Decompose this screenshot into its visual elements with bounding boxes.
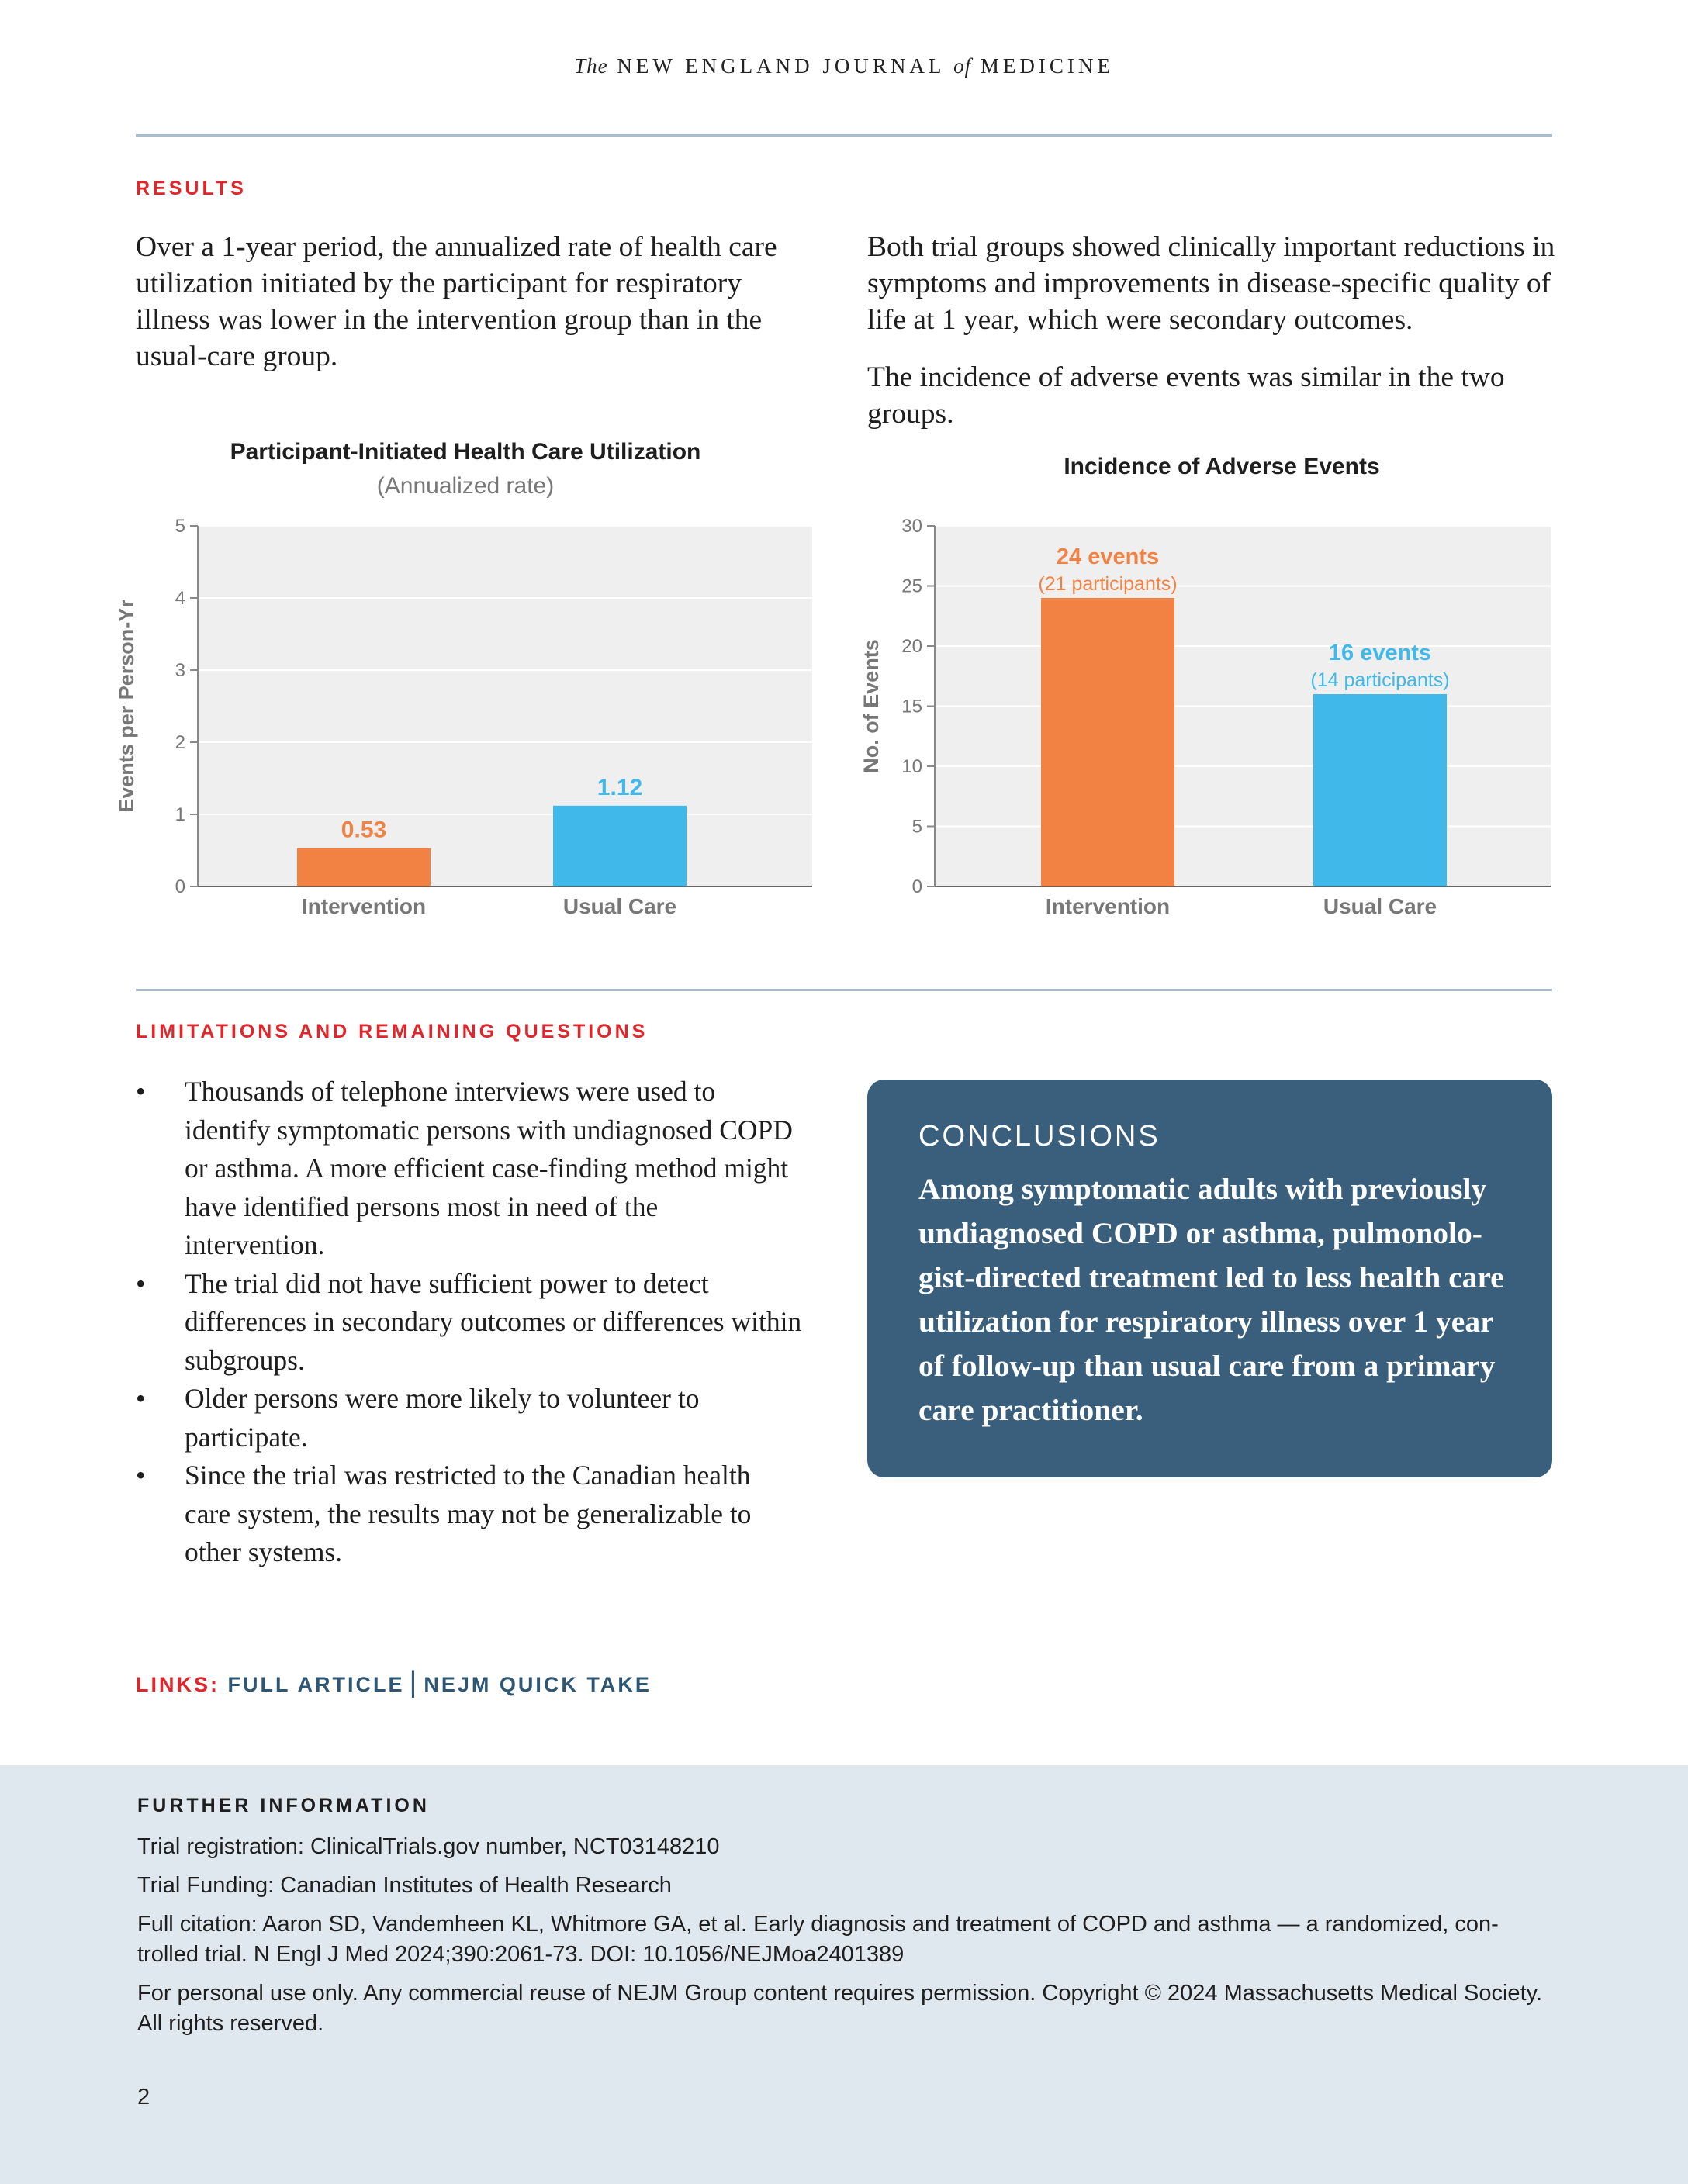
limitation-text: Older persons were more likely to volunteer to participate. <box>185 1383 700 1453</box>
conclusions-box <box>867 1080 1552 1477</box>
y-tick-label: 15 <box>901 696 922 717</box>
page-number: 2 <box>137 2085 150 2110</box>
results-left-paragraph: Over a 1-year period, the annualized rate of health care utilization initiated by the participant for respiratory illness was lower in the intervention group than in the usual-care group. <box>136 231 777 372</box>
y-tick-label: 20 <box>901 636 922 657</box>
section-divider <box>136 989 1552 991</box>
further-information-panel <box>0 1765 1688 2184</box>
data-sublabel: (14 participants) <box>1310 669 1450 691</box>
chart2-adverse-events <box>853 504 1559 931</box>
links-bar <box>136 1666 652 1699</box>
x-tick-label: Intervention <box>301 894 427 918</box>
data-label: 0.53 <box>341 817 387 843</box>
x-tick-label: Usual Care <box>562 894 677 918</box>
results-label: RESULTS <box>136 178 247 199</box>
limitations-label: LIMITATIONS AND REMAINING QUESTIONS <box>136 1021 649 1042</box>
further-information-heading: FURTHER INFORMATION <box>137 1795 430 1816</box>
data-label: 16 events <box>1328 641 1432 665</box>
results-right-paragraph-1: Both trial groups showed clinically important reductions in symptoms and improvements in disease-specific quality of life at 1 year, which were secondary outcomes. <box>867 231 1555 336</box>
chart1-subtitle: (Annualized rate) <box>376 473 555 499</box>
copyright-notice: For personal use only. Any commercial reuse of NEJM Group content requires permission. Copyright © 2024 Massachusetts Medical Society. All rights reserved. <box>137 1981 1543 2036</box>
data-sublabel: (21 participants) <box>1038 573 1178 595</box>
journal-header <box>0 54 1688 78</box>
bullet-icon: • <box>136 1460 146 1491</box>
y-tick-label: 4 <box>175 588 185 609</box>
further-information-lines <box>137 1832 1549 2047</box>
y-tick-label: 0 <box>175 876 185 897</box>
bar <box>297 848 431 886</box>
data-label: 24 events <box>1056 544 1160 569</box>
y-tick-label: 10 <box>901 756 922 777</box>
results-left-text <box>136 229 818 396</box>
y-tick-label: 5 <box>175 516 185 537</box>
list-item <box>136 1073 803 1265</box>
limitation-text: The trial did not have sufficient power to detect differences in secondary outcomes or differences within subgroups. <box>185 1267 802 1376</box>
journal-header-the: The <box>574 54 608 78</box>
y-axis-label: No. of Events <box>860 639 883 773</box>
header-divider <box>136 134 1552 136</box>
journal-header-name-a: NEW ENGLAND JOURNAL <box>617 54 945 78</box>
conclusions-text: Among symptomatic adults with previously undiagnosed COPD or asthma, pulmonolo-gist-directed treatment led to less health care utilization for respiratory illness over 1 year of follow-up than usual care from a primary care practitioner. <box>918 1172 1504 1427</box>
bar <box>1313 694 1447 886</box>
y-axis-label: Events per Person-Yr <box>115 600 138 813</box>
journal-header-name-b: MEDICINE <box>980 54 1114 78</box>
results-right-paragraph-2: The incidence of adverse events was similar in the two groups. <box>867 361 1505 430</box>
list-item <box>136 1457 803 1572</box>
results-right-text <box>867 229 1558 453</box>
x-tick-label: Intervention <box>1045 894 1171 918</box>
bar <box>553 806 687 886</box>
conclusions-heading: CONCLUSIONS <box>918 1120 1160 1152</box>
full-article-link[interactable]: FULL ARTICLE <box>227 1673 405 1696</box>
y-tick-label: 30 <box>901 516 922 537</box>
chart1-title: Participant-Initiated Health Care Utilization <box>230 439 701 465</box>
y-tick-label: 0 <box>911 876 922 897</box>
chart1-utilization <box>109 504 830 931</box>
limitation-text: Thousands of telephone interviews were used to identify symptomatic persons with undiagnosed COPD or asthma. A more efficient case-finding method might have identified persons most in need of the intervention. <box>185 1076 793 1260</box>
trial-registration: Trial registration: ClinicalTrials.gov number, NCT03148210 <box>137 1834 720 1859</box>
y-tick-label: 2 <box>175 732 185 753</box>
chart2-title: Incidence of Adverse Events <box>1064 454 1380 479</box>
quick-take-link[interactable]: NEJM QUICK TAKE <box>424 1673 652 1696</box>
trial-funding: Trial Funding: Canadian Institutes of Health Research <box>137 1873 672 1898</box>
links-label: LINKS: <box>136 1673 220 1696</box>
bullet-icon: • <box>136 1267 146 1299</box>
y-tick-label: 3 <box>175 660 185 681</box>
bar <box>1041 598 1174 886</box>
list-item <box>136 1265 803 1381</box>
limitations-list <box>136 1073 803 1572</box>
full-citation: Full citation: Aaron SD, Vandemheen KL, Whitmore GA, et al. Early diagnosis and treatment of COPD and asthma — a randomized, con-trolled trial. N Engl J Med 2024;390:2061-73. DOI: 10.1056/NEJMoa2401389 <box>137 1912 1499 1967</box>
list-item <box>136 1380 803 1457</box>
limitation-text: Since the trial was restricted to the Canadian health care system, the results may not be generalizable to other systems. <box>185 1460 752 1567</box>
y-tick-label: 1 <box>175 804 185 825</box>
bullet-icon: • <box>136 1076 146 1107</box>
journal-header-of: of <box>953 54 972 78</box>
x-tick-label: Usual Care <box>1323 894 1437 918</box>
links-separator: | <box>409 1666 420 1698</box>
bullet-icon: • <box>136 1383 146 1414</box>
y-tick-label: 25 <box>901 575 922 597</box>
y-tick-label: 5 <box>911 816 922 838</box>
data-label: 1.12 <box>597 774 643 800</box>
plot-area <box>198 526 812 886</box>
